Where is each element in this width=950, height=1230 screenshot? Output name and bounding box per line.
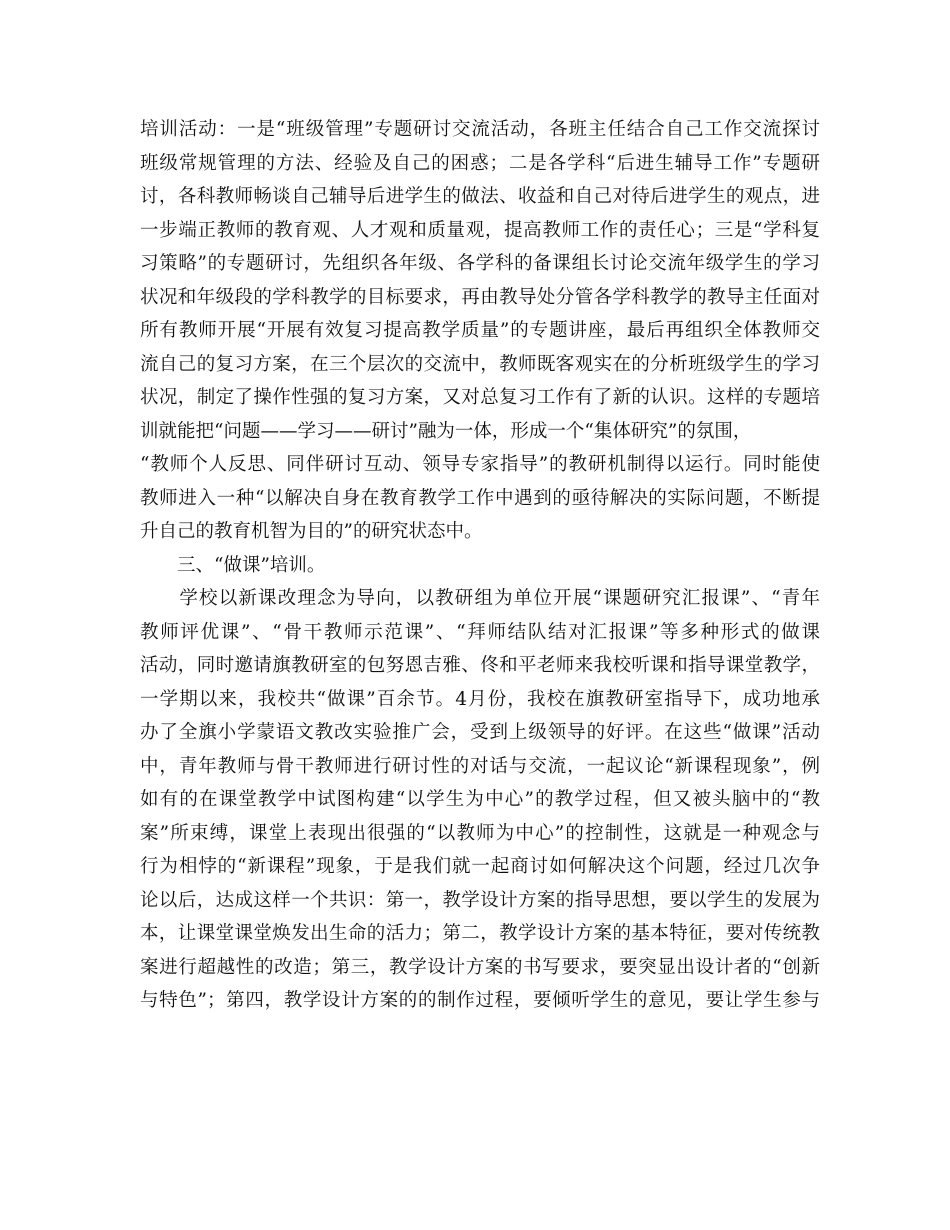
text-line: 教师评优课”、“骨干教师示范课”、“拜师结队结对汇报课”等多种形式的做课 [140,621,820,643]
text-line: 教师进入一种“以解决自身在教育教学工作中遇到的亟待解决的实际问题，不断提 [140,487,820,509]
text-line: 流自己的复习方案，在三个层次的交流中，教师既客观实在的分析班级学生的学习 [140,353,820,375]
text-line: 升自己的教育机智为目的”的研究状态中。 [140,521,483,542]
text-line: 本，让课堂课堂焕发出生命的活力；第二，教学设计方案的基本特征，要对传统教 [140,923,820,944]
text-line: 培训活动：一是“班级管理”专题研讨交流活动，各班主任结合自己工作交流探讨 [140,119,820,140]
text-line: 讨，各科教师畅谈自己辅导后进学生的做法、收益和自己对待后进学生的观点，进 [140,186,820,207]
body-text [140,113,820,1018]
text-line: 状况和年级段的学科教学的目标要求，再由教导处分管各学科教学的教导主任面对 [140,286,820,308]
text-line: 班级常规管理的方法、经验及自己的困惑；二是各学科“后进生辅导工作”专题研 [140,152,820,174]
text-line: 中，青年教师与骨干教师进行研讨性的对话与交流，一起议论“新课程现象”，例 [140,755,820,777]
text-line: “教师个人反思、同伴研讨互动、领导专家指导”的教研机制得以运行。同时能使 [140,454,820,475]
text-line: 一步端正教师的教育观、人才观和质量观，提高教师工作的责任心；三是“学科复 [140,219,820,241]
text-line: 论以后，达成这样一个共识：第一，教学设计方案的指导思想，要以学生的发展为 [140,889,820,911]
text-line: 状况，制定了操作性强的复习方案，又对总复习工作有了新的认识。这样的专题培 [140,387,820,408]
text-line: 案”所束缚，课堂上表现出很强的“以教师为中心”的控制性，这就是一种观念与 [140,822,820,844]
text-line: 学校以新课改理念为导向，以教研组为单位开展“课题研究汇报课”、“青年 [140,588,820,609]
text-line: 案进行超越性的改造；第三，教学设计方案的书写要求，要突显出设计者的“创新 [140,956,820,978]
text-line: 与特色”；第四，教学设计方案的的制作过程，要倾听学生的意见，要让学生参与 [140,990,820,1011]
text-line: 习策略”的专题研讨，先组织各年级、各学科的备课组长讨论交流年级学生的学习 [140,253,820,274]
text-line: 如有的在课堂教学中试图构建“以学生为中心”的教学过程，但又被头脑中的“教 [140,789,820,810]
section-heading: 三、“做课”培训。 [140,554,326,576]
text-line: 训就能把“问题——学习——研讨”融为一体，形成一个“集体研究”的氛围， [140,420,752,442]
text-line: 办了全旗小学蒙语文教改实验推广会，受到上级领导的好评。在这些“做课”活动 [140,722,820,743]
text-line: 活动，同时邀请旗教研室的包努恩吉雅、佟和平老师来我校听课和指导课堂教学， [140,655,820,676]
text-line: 所有教师开展“开展有效复习提高教学质量”的专题讲座，最后再组织全体教师交 [140,320,820,341]
text-line: 一学期以来，我校共“做课”百余节。4月份，我校在旗教研室指导下，成功地承 [140,688,820,710]
text-line: 行为相悖的“新课程”现象，于是我们就一起商讨如何解决这个问题，经过几次争 [140,856,820,877]
